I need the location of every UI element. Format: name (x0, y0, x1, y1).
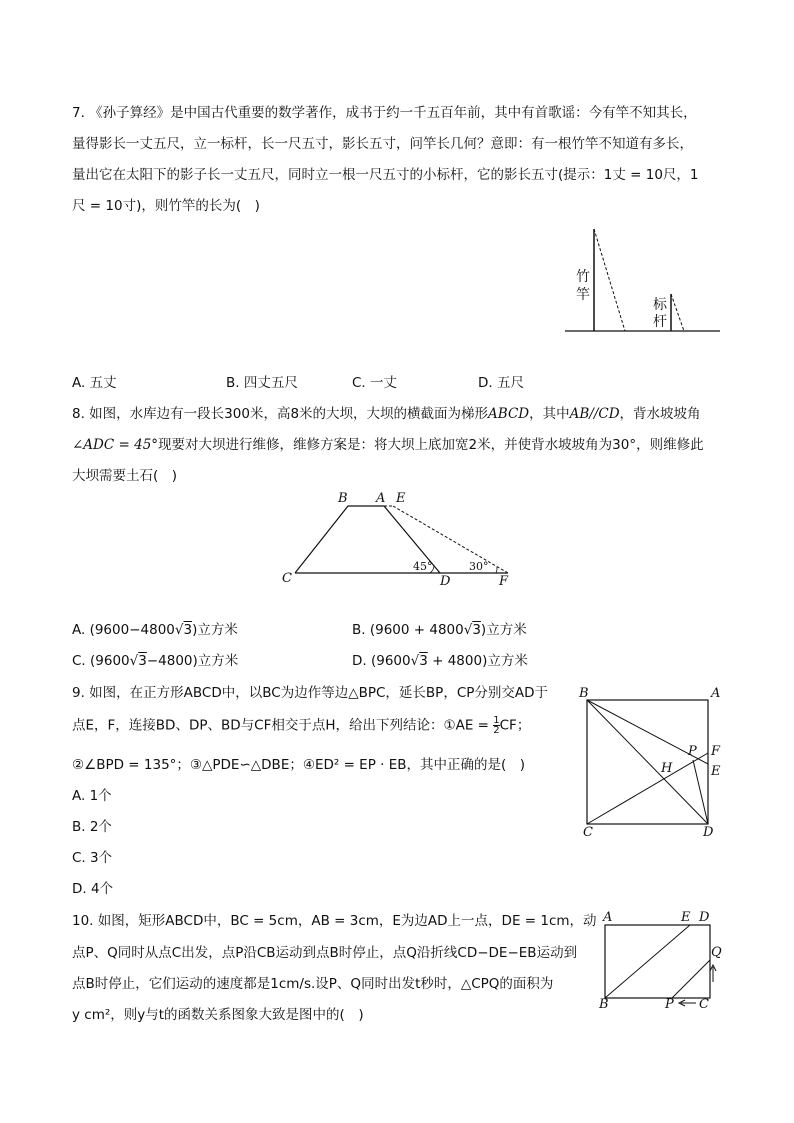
q8-line1: 8. 如图，水库边有一段长300米，高8米的大坝，大坝的横截面为梯形ABCD，其中AB//CD，背水坡坡角 (72, 406, 701, 422)
q8-figure (280, 488, 520, 588)
q9-line2: 点E，F，连接BD、DP、BD与CF相交于点H，给出下列结论：①AE = $\frac{1}{2}$ CF； (72, 715, 531, 736)
label-pole-1: 标 (653, 297, 667, 313)
label-B: B (599, 997, 609, 1012)
label-A: A (711, 686, 721, 701)
q7-figure (560, 222, 725, 337)
q9-option-b[interactable]: B. 2个 (72, 819, 112, 835)
label-E: E (681, 910, 691, 925)
bamboo-shadow-ray (594, 229, 625, 331)
q7-option-b[interactable]: B. 四丈五尺 (226, 375, 298, 391)
label-P: P (688, 744, 697, 759)
line-PQ (672, 960, 710, 998)
line-PD (693, 760, 708, 824)
label-bamboo-1: 竹 (576, 269, 590, 285)
q7-line2: 量得影长一丈五尺，立一标杆，长一尺五寸，影长五寸，问竿长几何？意即：有一根竹竿不知道有多长， (72, 136, 693, 152)
label-P: P (665, 997, 674, 1012)
label-pole-2: 杆 (653, 314, 667, 330)
fraction-one-half: $\frac{1}{2}$ (493, 715, 500, 736)
q7-line1: 7. 《孙子算经》是中国古代重要的数学著作，成书于约一千五百年前，其中有首歌谣：今有竿不知其长， (72, 105, 697, 121)
q7-line3: 量出它在太阳下的影子长一丈五尺，同时立一根一尺五寸的小标杆，它的影长五寸(提示：1丈 = 10尺，1 (72, 167, 699, 183)
q10-line3: 点B时停止，它们运动的速度都是1cm/s.设P、Q同时出发t秒时，△CPQ的面积为 (72, 976, 554, 992)
rectangle-ABCD (605, 925, 710, 998)
label-B: B (579, 686, 589, 701)
label-D: D (699, 910, 710, 925)
label-C: C (583, 825, 593, 840)
q7-line4: 尺 = 10寸)，则竹竿的长为( ) (72, 198, 260, 214)
label-F: F (499, 574, 509, 589)
label-A: A (376, 491, 386, 506)
label-H: H (661, 761, 673, 776)
label-D: D (440, 574, 451, 589)
q9-line3: ②∠BPD = 135°；③△PDE∽△DBE；④ED² = EP · EB，其中正确的是( ) (72, 757, 526, 773)
q8-line2: ∠ADC = 45°现要对大坝进行维修，维修方案是：将大坝上底加宽2米，并使背水坡坡角为30°，则维修此 (72, 437, 704, 453)
q8-option-c[interactable]: C. (9600√ 3−4800)立方米 (72, 652, 238, 670)
q7-option-d[interactable]: D. 五尺 (478, 375, 524, 391)
q10-figure (595, 907, 725, 1012)
q9-option-c[interactable]: C. 3个 (72, 850, 113, 866)
q8-option-d[interactable]: D. (9600√ 3 + 4800)立方米 (352, 652, 528, 670)
label-D: D (703, 825, 714, 840)
q9-option-d[interactable]: D. 4个 (72, 881, 114, 897)
q10-line2: 点P、Q同时从点C出发，点P沿CB运动到点B时停止，点Q沿折线CD−DE−EB运动到 (72, 945, 578, 961)
q7-option-a[interactable]: A. 五丈 (72, 375, 117, 391)
q10-line4: y cm²，则y与t的函数关系图象大致是图中的( ) (72, 1007, 364, 1023)
line-EB (605, 925, 690, 998)
marker-shadow-ray (671, 294, 684, 331)
q10-line1: 10. 如图，矩形ABCD中，BC = 5cm，AB = 3cm，E为边AD上一点，DE = 1cm，动 (72, 913, 597, 929)
q8-option-a[interactable]: A. (9600−4800√ 3)立方米 (72, 621, 238, 639)
label-F: F (711, 744, 721, 759)
q9-figure (577, 684, 727, 839)
label-C: C (282, 571, 292, 586)
label-bamboo-2: 竿 (576, 287, 590, 303)
label-B: B (338, 491, 348, 506)
angle-30-arc (496, 567, 497, 573)
line-CF (587, 753, 708, 824)
diagonal-BD (587, 700, 708, 824)
label-E: E (396, 491, 406, 506)
q8-option-b[interactable]: B. (9600 + 4800√ 3)立方米 (352, 621, 527, 639)
q8-line3: 大坝需要土石( ) (72, 468, 178, 484)
q7-option-c[interactable]: C. 一丈 (352, 375, 398, 391)
new-slope (393, 506, 508, 573)
q9-option-a[interactable]: A. 1个 (72, 788, 112, 804)
label-45deg: 45° (413, 560, 433, 573)
label-Q: Q (711, 945, 722, 960)
label-30deg: 30° (469, 560, 489, 573)
label-A: A (603, 910, 613, 925)
q9-line1: 9. 如图，在正方形ABCD中，以BC为边作等边△BPC，延长BP，CP分别交AD于 (72, 685, 549, 701)
label-C: C (699, 997, 709, 1012)
label-E: E (711, 764, 721, 779)
